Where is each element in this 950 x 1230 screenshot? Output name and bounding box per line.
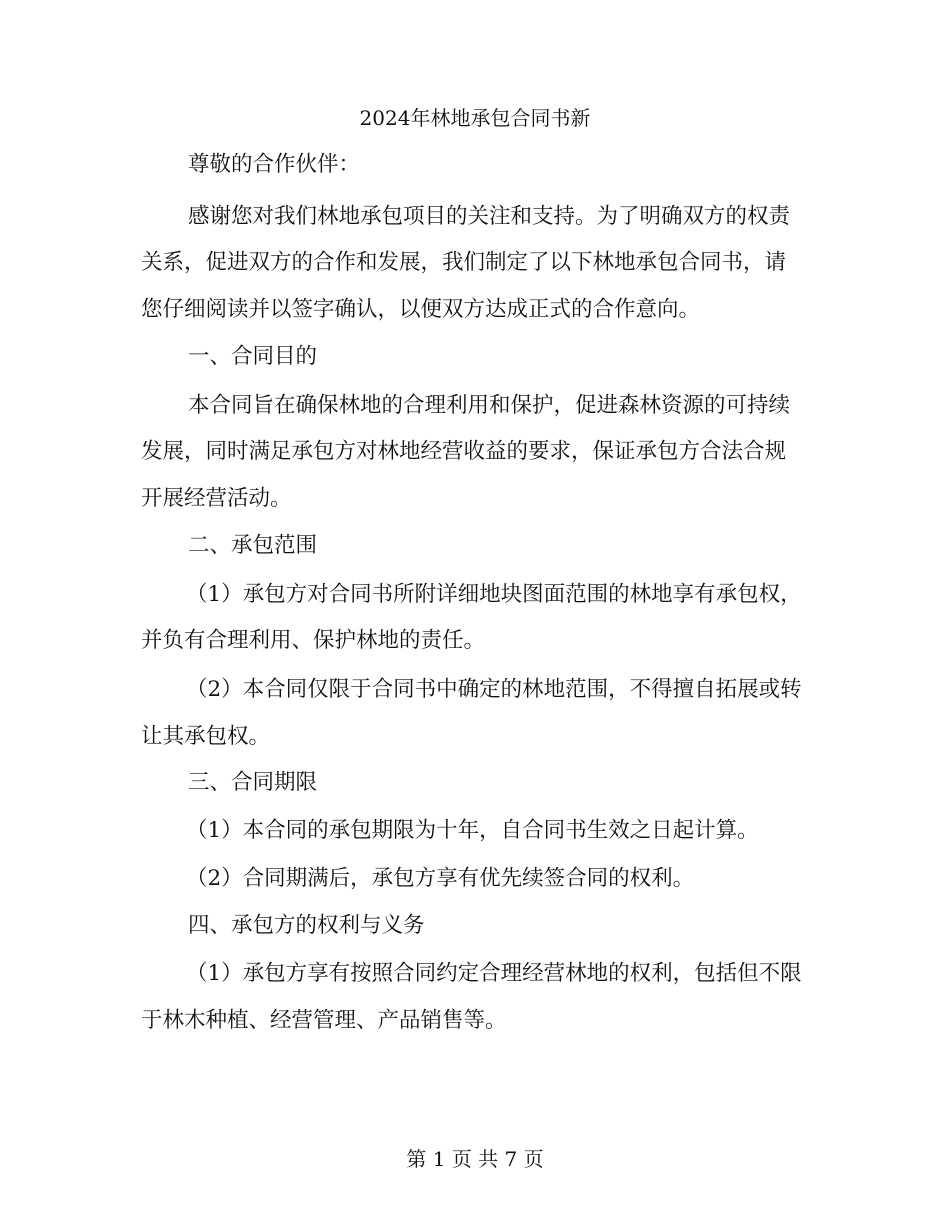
- paragraph-line: （1）承包方对合同书所附详细地块图面范围的林地享有承包权，: [186, 582, 802, 607]
- paragraph-line: 感谢您对我们林地承包项目的关注和支持。为了明确双方的权责: [188, 204, 791, 229]
- term-item-1: （1）本合同的承包期限为十年，自合同书生效之日起计算。: [186, 818, 759, 843]
- paragraph-line: （2）本合同仅限于合同书中确定的林地范围，不得擅自拓展或转: [186, 677, 802, 702]
- page-number: 第 1 页 共 7 页: [406, 1147, 544, 1171]
- section-heading-purpose: 一、合同目的: [188, 344, 318, 369]
- section-heading-rights: 四、承包方的权利与义务: [188, 913, 425, 938]
- document-title: 2024年林地承包合同书新: [359, 106, 591, 130]
- section-heading-scope: 二、承包范围: [188, 533, 318, 558]
- greeting: 尊敬的合作伙伴：: [188, 152, 361, 177]
- paragraph-line: 于林木种植、经营管理、产品销售等。: [141, 1008, 507, 1033]
- paragraph-line: 您仔细阅读并以签字确认，以便双方达成正式的合作意向。: [141, 297, 701, 322]
- paragraph-line: 并负有合理利用、保护林地的责任。: [141, 628, 486, 653]
- paragraph-line: 开展经营活动。: [141, 486, 292, 511]
- paragraph-line: （1）承包方享有按照合同约定合理经营林地的权利，包括但不限: [186, 961, 802, 986]
- paragraph-line: 关系，促进双方的合作和发展，我们制定了以下林地承包合同书，请: [141, 250, 787, 275]
- paragraph-line: 本合同旨在确保林地的合理利用和保护，促进森林资源的可持续: [188, 393, 791, 418]
- section-heading-term: 三、合同期限: [188, 770, 318, 795]
- paragraph-line: 让其承包权。: [141, 724, 271, 749]
- paragraph-line: 发展，同时满足承包方对林地经营收益的要求，保证承包方合法合规: [141, 439, 787, 464]
- term-item-2: （2）合同期满后，承包方享有优先续签合同的权利。: [186, 866, 695, 891]
